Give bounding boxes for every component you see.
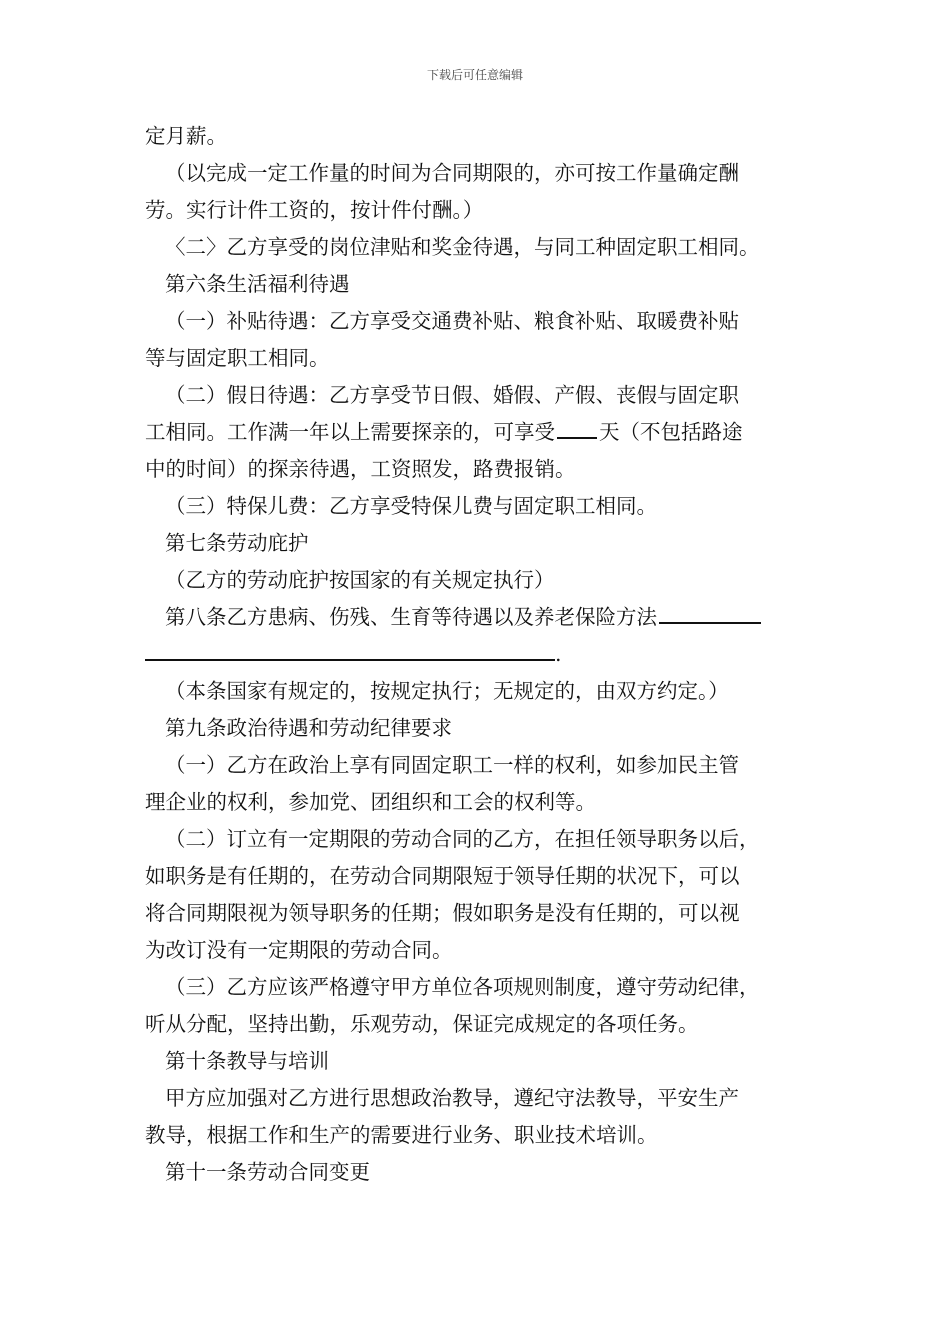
paragraph-line: 将合同期限视为领导职务的任期；假如职务是没有任期的，可以视 [145, 901, 740, 925]
paragraph-line: （本条国家有规定的，按规定执行；无规定的，由双方约定。） [165, 679, 729, 703]
paragraph-line: （二）假日待遇：乙方享受节日假、婚假、产假、丧假与固定职 [165, 383, 739, 407]
article-heading [145, 599, 810, 636]
paragraph-line: 〈二〉乙方享受的岗位津贴和奖金待遇，与同工种固定职工相同。 [165, 235, 760, 259]
line-text: . [555, 642, 562, 666]
article-heading: 第十条教导与培训 [165, 1049, 329, 1073]
paragraph-line: （一）补贴待遇：乙方享受交通费补贴、粮食补贴、取暖费补贴 [165, 309, 739, 333]
paragraph-line [145, 414, 810, 451]
paragraph-line: 理企业的权利，参加党、团组织和工会的权利等。 [145, 790, 596, 814]
paragraph-line: （三）特保儿费：乙方享受特保儿费与固定职工相同。 [165, 494, 657, 518]
paragraph-line: 如职务是有任期的，在劳动合同期限短于领导任期的状况下，可以 [145, 864, 740, 888]
line-text: 天（不包括路途 [599, 420, 743, 444]
paragraph-line: 定月薪。 [145, 124, 227, 148]
article-heading: 第七条劳动庇护 [165, 531, 309, 555]
paragraph-line: （三）乙方应该严格遵守甲方单位各项规则制度，遵守劳动纪律， [165, 975, 760, 999]
paragraph-line: （二）订立有一定期限的劳动合同的乙方，在担任领导职务以后， [165, 827, 760, 851]
paragraph-line: 劳。实行计件工资的，按计件付酬。） [145, 198, 484, 222]
article-heading: 第六条生活福利待遇 [165, 272, 350, 296]
page-header: 下载后可任意编辑 [426, 68, 523, 82]
line-text: 第八条乙方患病、伤残、生育等待遇以及养老保险方法 [165, 605, 657, 629]
document-body [145, 118, 810, 1191]
insurance-blank-field-continued [145, 637, 555, 661]
paragraph-line: 等与固定职工相同。 [145, 346, 330, 370]
article-heading: 第十一条劳动合同变更 [165, 1160, 370, 1184]
paragraph-line: 听从分配，坚持出勤，乐观劳动，保证完成规定的各项任务。 [145, 1012, 699, 1036]
paragraph-line: 教导，根据工作和生产的需要进行业务、职业技术培训。 [145, 1123, 658, 1147]
paragraph-line: （乙方的劳动庇护按国家的有关规定执行） [165, 568, 555, 592]
paragraph-line: （以完成一定工作量的时间为合同期限的，亦可按工作量确定酬 [165, 161, 739, 185]
paragraph-line: 为改订没有一定期限的劳动合同。 [145, 938, 453, 962]
paragraph-line [145, 636, 810, 673]
paragraph-line: （一）乙方在政治上享有同固定职工一样的权利，如参加民主管 [165, 753, 739, 777]
paragraph-line: 甲方应加强对乙方进行思想政治教导，遵纪守法教导，平安生产 [165, 1086, 739, 1110]
days-blank-field [557, 415, 597, 439]
paragraph-line: 中的时间）的探亲待遇，工资照发，路费报销。 [145, 457, 576, 481]
line-text: 工相同。工作满一年以上需要探亲的，可享受 [145, 420, 555, 444]
insurance-blank-field [659, 600, 761, 624]
article-heading: 第九条政治待遇和劳动纪律要求 [165, 716, 452, 740]
